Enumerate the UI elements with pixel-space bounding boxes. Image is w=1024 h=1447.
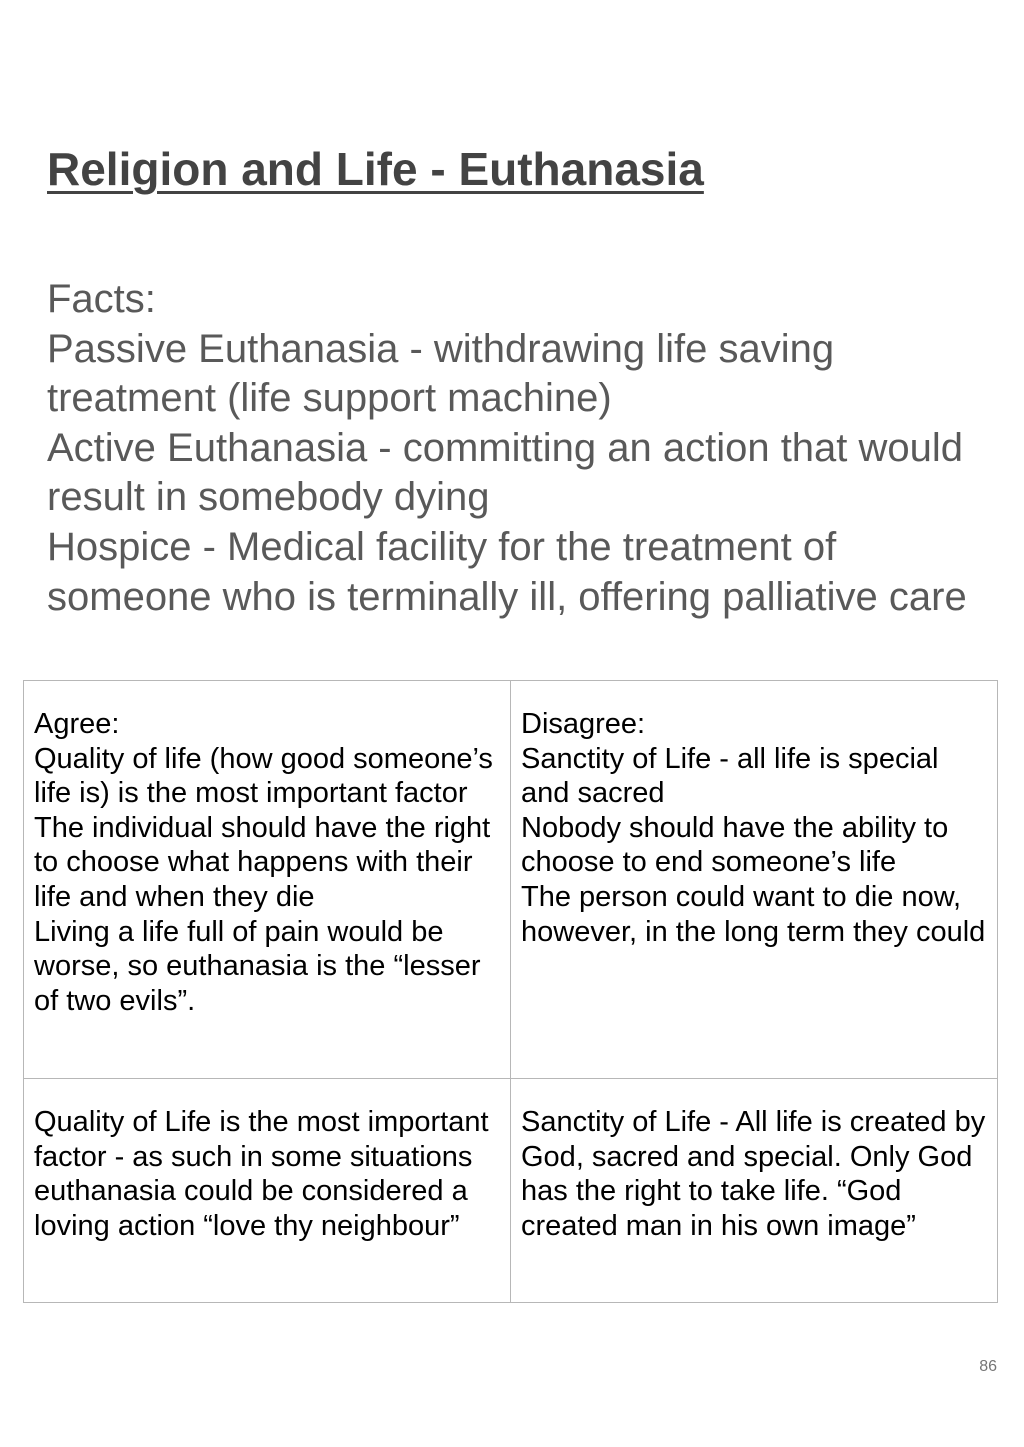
agree-point: The individual should have the right to choose what happens with their life and when they die bbox=[34, 811, 491, 913]
disagree-point: Nobody should have the ability to choose to end someone’s life bbox=[521, 811, 949, 879]
arguments-table bbox=[23, 680, 998, 1303]
disagree-point: The person could want to die now, however, in the long term they could bbox=[521, 880, 986, 948]
disagree-cell bbox=[511, 681, 998, 1079]
fact-hospice: Hospice - Medical facility for the treatment of someone who is terminally ill, offering palliative care bbox=[47, 524, 967, 619]
fact-active-euthanasia: Active Euthanasia - committing an action that would result in somebody dying bbox=[47, 425, 964, 520]
disagree-heading: Disagree: bbox=[521, 708, 646, 740]
agree-point: Quality of life (how good someone’s life is) is the most important factor bbox=[34, 742, 493, 810]
disagree-point: Sanctity of Life - all life is special and sacred bbox=[521, 742, 939, 810]
agree-point: Living a life full of pain would be worse, so euthanasia is the “lesser of two evils”. bbox=[34, 915, 481, 1017]
facts-heading: Facts: bbox=[47, 277, 156, 321]
fact-passive-euthanasia: Passive Euthanasia - withdrawing life saving treatment (life support machine) bbox=[47, 326, 835, 421]
religious-agree-cell bbox=[24, 1079, 511, 1303]
table-row bbox=[24, 681, 998, 1079]
page-title: Religion and Life - Euthanasia bbox=[47, 143, 704, 195]
religious-disagree-text: Sanctity of Life - All life is created by God, sacred and special. Only God has the right to take life. “God created man in his own image” bbox=[521, 1106, 986, 1242]
facts-section bbox=[47, 275, 967, 622]
agree-heading: Agree: bbox=[34, 708, 120, 740]
page-number: 86 bbox=[979, 1358, 997, 1375]
table-row bbox=[24, 1079, 998, 1303]
religious-agree-text: Quality of Life is the most important factor - as such in some situations euthanasia could be considered a loving action “love thy neighbour” bbox=[34, 1106, 489, 1242]
religious-disagree-cell bbox=[511, 1079, 998, 1303]
agree-cell bbox=[24, 681, 511, 1079]
